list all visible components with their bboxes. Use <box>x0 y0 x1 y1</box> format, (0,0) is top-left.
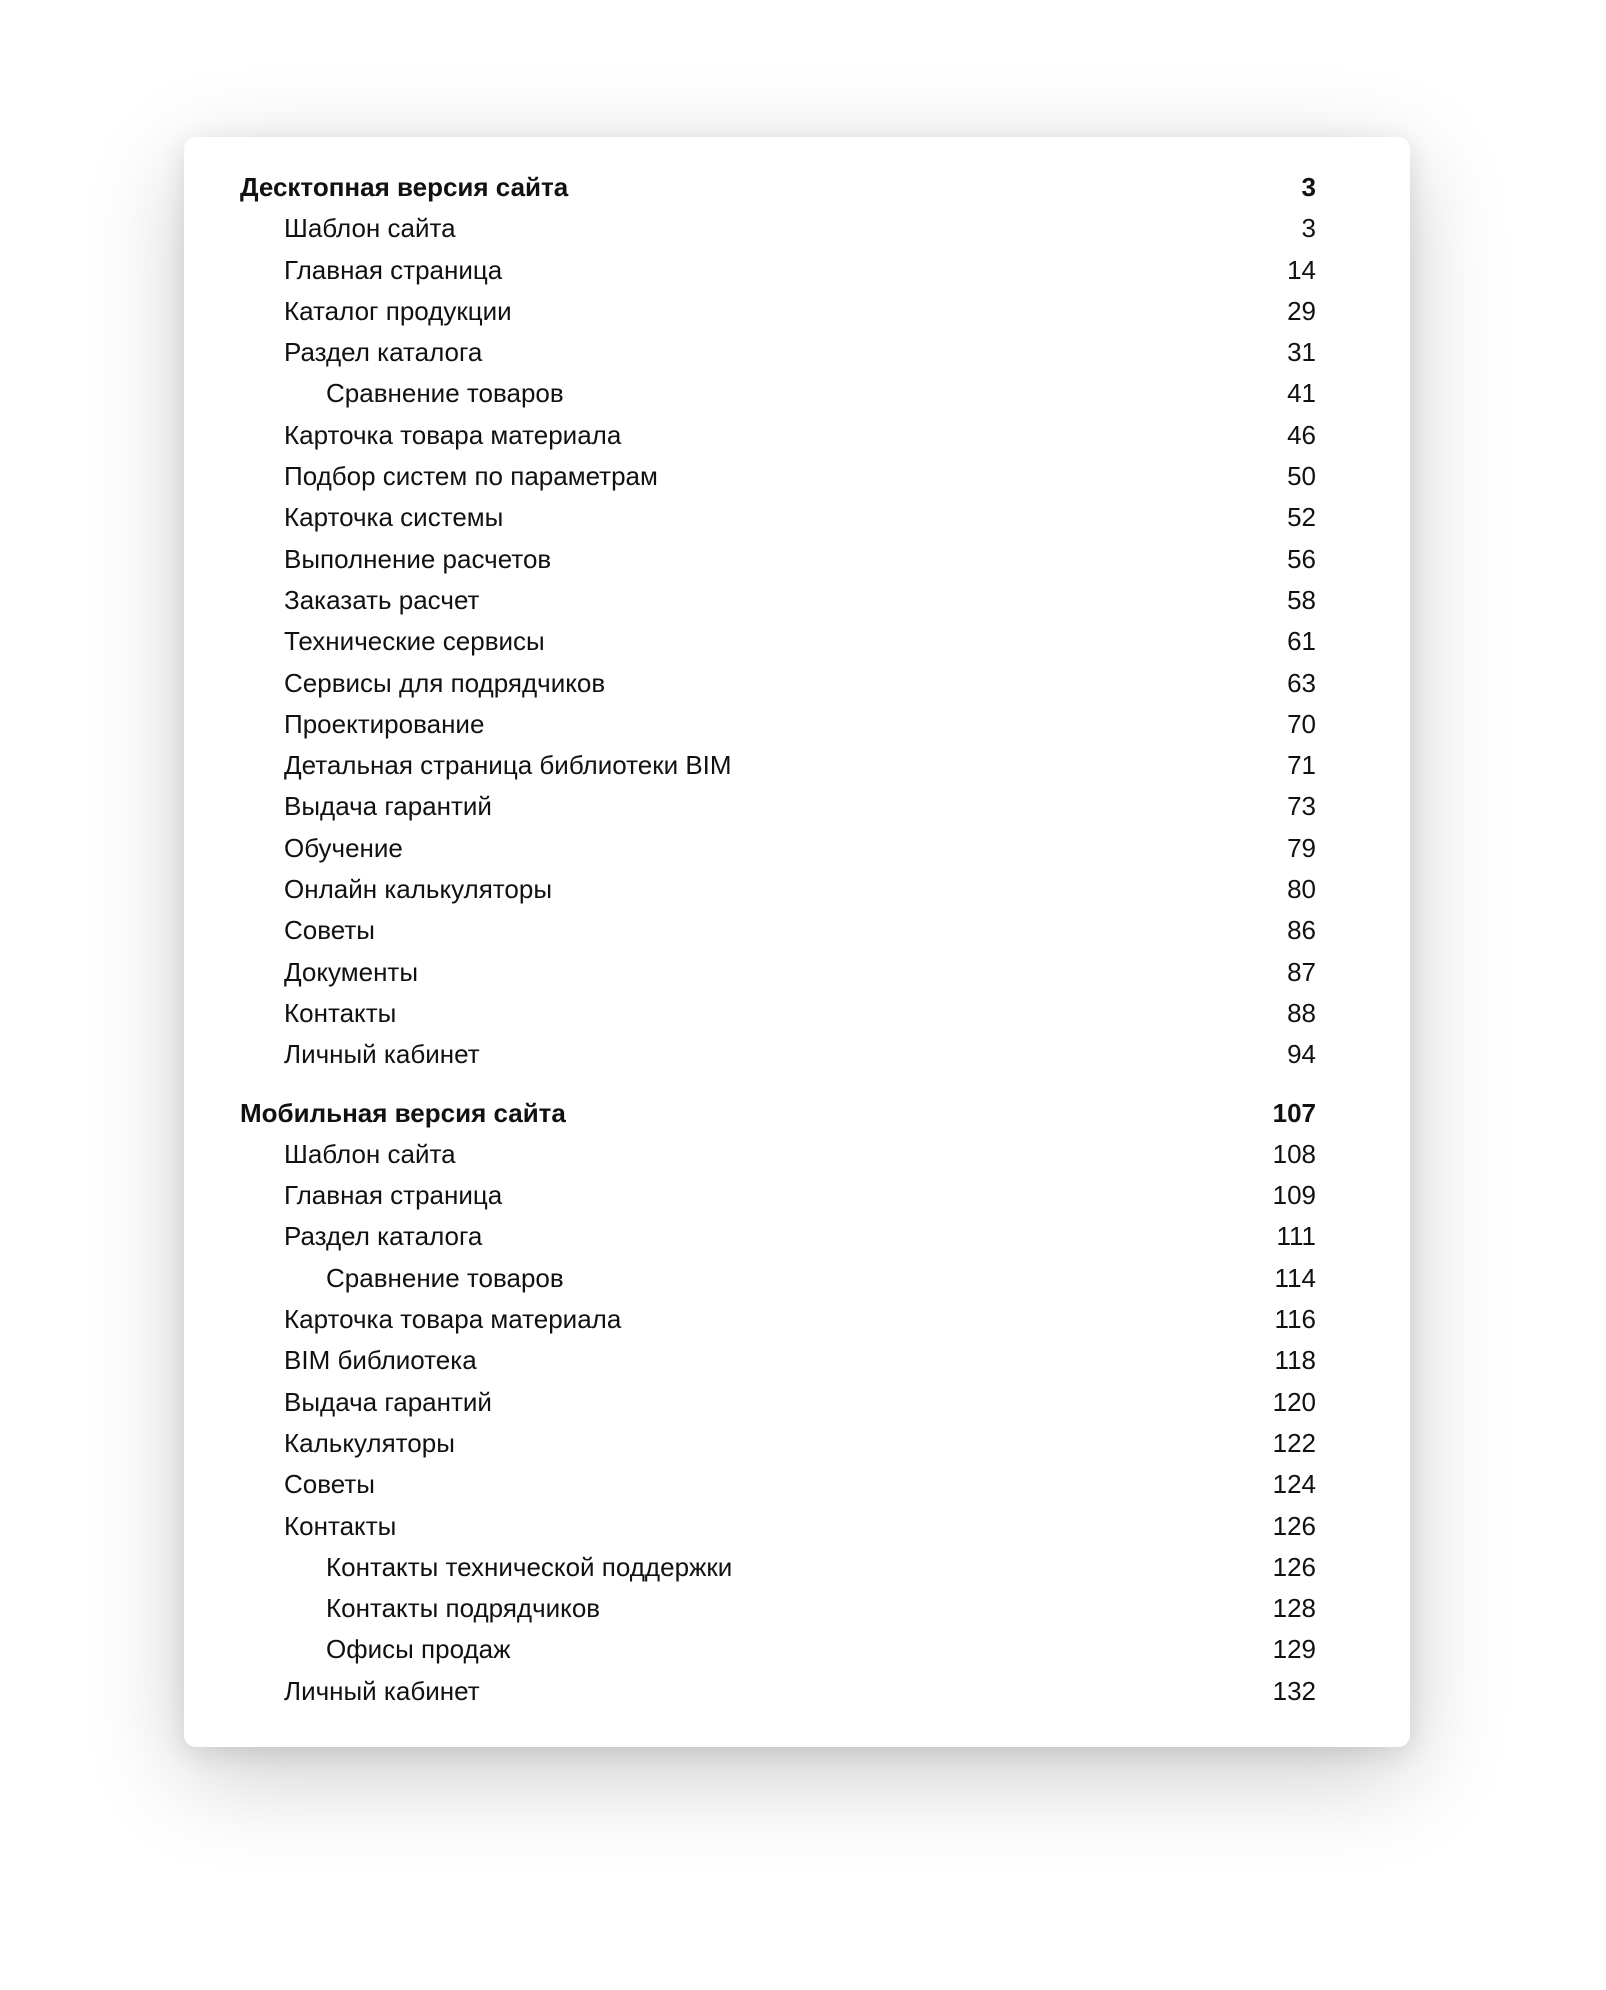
toc-entry[interactable] <box>240 250 1316 291</box>
toc-entry-title: Шаблон сайта <box>284 1138 456 1169</box>
toc-entry[interactable] <box>240 786 1316 827</box>
toc-entry[interactable] <box>240 373 1316 414</box>
toc-entry-title: Проектирование <box>284 708 485 739</box>
toc-page-number: 41 <box>1287 378 1316 409</box>
toc-section-title: Мобильная версия сайта <box>240 1097 566 1128</box>
toc-page-number: 128 <box>1272 1593 1316 1624</box>
toc-entry-title: Выдача гарантий <box>284 791 492 822</box>
toc-entry[interactable] <box>240 910 1316 951</box>
toc-page-number: 3 <box>1301 172 1316 202</box>
toc-entry[interactable] <box>240 869 1316 910</box>
toc-entry[interactable] <box>240 1175 1316 1216</box>
toc-page-number: 73 <box>1287 791 1316 822</box>
toc-page-number: 120 <box>1272 1386 1316 1417</box>
toc-entry[interactable] <box>240 663 1316 704</box>
toc-entry-title: Обучение <box>284 832 403 863</box>
toc-entry[interactable] <box>240 1671 1316 1712</box>
toc-entry[interactable] <box>240 580 1316 621</box>
toc-entry-title: BIM библиотека <box>284 1345 477 1376</box>
toc-entry[interactable] <box>240 208 1316 249</box>
toc-entry-title: Главная страница <box>284 254 503 285</box>
toc-page-number: 111 <box>1276 1221 1316 1252</box>
toc-page-number: 58 <box>1287 584 1316 615</box>
toc-entry-title: Раздел каталога <box>284 337 483 368</box>
toc-entry[interactable] <box>240 828 1316 869</box>
toc-page-number: 118 <box>1274 1345 1316 1376</box>
toc-entry[interactable] <box>240 1423 1316 1464</box>
toc-entry-title: Каталог продукции <box>284 295 512 326</box>
toc-page-number: 79 <box>1287 832 1316 863</box>
toc-page-number: 129 <box>1272 1634 1316 1665</box>
toc-page-number: 70 <box>1287 708 1316 739</box>
toc-page-number: 52 <box>1287 502 1316 533</box>
toc-entry-title: Советы <box>284 915 375 946</box>
toc-page-number: 126 <box>1272 1510 1316 1541</box>
toc-page-number: 88 <box>1287 997 1316 1028</box>
toc-entry-title: Карточка системы <box>284 502 504 533</box>
toc-entry[interactable] <box>240 456 1316 497</box>
toc-page-number: 46 <box>1287 419 1316 450</box>
toc-entry-title: Подбор систем по параметрам <box>284 461 658 492</box>
toc-entry-title: Технические сервисы <box>284 626 545 657</box>
toc-page-number: 3 <box>1301 213 1316 244</box>
toc-page-number: 107 <box>1272 1097 1316 1128</box>
toc-page-number: 71 <box>1287 750 1316 781</box>
toc-page-number: 122 <box>1272 1427 1316 1458</box>
toc-entry-title: Карточка товара материала <box>284 1304 622 1335</box>
toc-page-number: 14 <box>1287 254 1316 285</box>
toc-entry-title: Контакты подрядчиков <box>326 1593 601 1624</box>
toc-entry[interactable] <box>240 993 1316 1034</box>
toc-entry-title: Офисы продаж <box>326 1634 511 1665</box>
toc-entry-title: Онлайн калькуляторы <box>284 874 553 905</box>
toc-page-number: 132 <box>1272 1675 1316 1706</box>
toc-page-number: 61 <box>1287 626 1316 657</box>
toc-page <box>184 137 1410 1747</box>
toc-section-title: Десктопная версия сайта <box>240 172 569 202</box>
toc-entry[interactable] <box>240 291 1316 332</box>
toc-entry[interactable] <box>240 952 1316 993</box>
toc-entry[interactable] <box>240 1340 1316 1381</box>
toc-entry[interactable] <box>240 497 1316 538</box>
toc-entry-title: Личный кабинет <box>284 1039 480 1070</box>
toc-entry-title: Заказать расчет <box>284 584 480 615</box>
toc-entry[interactable] <box>240 1134 1316 1175</box>
toc-entry-title: Личный кабинет <box>284 1675 480 1706</box>
toc-entry[interactable] <box>240 1547 1316 1588</box>
toc-entry[interactable] <box>240 1464 1316 1505</box>
toc-page-number: 63 <box>1287 667 1316 698</box>
toc-entry-title: Сравнение товаров <box>326 378 564 409</box>
toc-entry-title: Контакты <box>284 997 397 1028</box>
toc-entry[interactable] <box>240 704 1316 745</box>
toc-section <box>240 1093 1316 1712</box>
toc-entry-title: Детальная страница библиотеки BIM <box>284 750 732 781</box>
table-of-contents <box>240 167 1316 1712</box>
toc-entry-title: Шаблон сайта <box>284 213 456 244</box>
toc-entry[interactable] <box>240 1299 1316 1340</box>
toc-entry-title: Выполнение расчетов <box>284 543 552 574</box>
toc-entry[interactable] <box>240 1034 1316 1075</box>
toc-entry[interactable] <box>240 1629 1316 1670</box>
toc-entry-title: Карточка товара материала <box>284 419 622 450</box>
toc-entry[interactable] <box>240 1506 1316 1547</box>
toc-page-number: 86 <box>1287 915 1316 946</box>
toc-entry[interactable] <box>240 1588 1316 1629</box>
toc-entry-title: Калькуляторы <box>284 1427 455 1458</box>
toc-page-number: 108 <box>1272 1138 1316 1169</box>
toc-page-number: 126 <box>1272 1551 1316 1582</box>
toc-entry[interactable] <box>240 621 1316 662</box>
toc-entry-title: Советы <box>284 1469 375 1500</box>
toc-entry-title: Документы <box>284 956 419 987</box>
toc-entry-title: Главная страница <box>284 1180 503 1211</box>
toc-page-number: 29 <box>1287 295 1316 326</box>
toc-page-number: 109 <box>1272 1180 1316 1211</box>
toc-page-number: 56 <box>1287 543 1316 574</box>
toc-entry-title: Сервисы для подрядчиков <box>284 667 606 698</box>
toc-page-number: 31 <box>1287 337 1316 368</box>
toc-entry-title: Сравнение товаров <box>326 1262 564 1293</box>
toc-section-heading[interactable] <box>240 167 1316 208</box>
toc-entry-title: Раздел каталога <box>284 1221 483 1252</box>
toc-entry[interactable] <box>240 539 1316 580</box>
toc-entry-title: Выдача гарантий <box>284 1386 492 1417</box>
toc-page-number: 116 <box>1274 1304 1316 1335</box>
toc-entry[interactable] <box>240 415 1316 456</box>
toc-page-number: 50 <box>1287 461 1316 492</box>
toc-entry-title: Контакты <box>284 1510 397 1541</box>
toc-entry[interactable] <box>240 745 1316 786</box>
toc-entry[interactable] <box>240 1382 1316 1423</box>
toc-entry[interactable] <box>240 1216 1316 1257</box>
toc-section-heading[interactable] <box>240 1093 1316 1134</box>
toc-page-number: 87 <box>1287 956 1316 987</box>
toc-page-number: 124 <box>1272 1469 1316 1500</box>
toc-section <box>240 167 1316 1076</box>
toc-page-number: 94 <box>1287 1039 1316 1070</box>
toc-page-number: 114 <box>1274 1262 1316 1293</box>
toc-entry[interactable] <box>240 332 1316 373</box>
toc-page-number: 80 <box>1287 874 1316 905</box>
toc-entry-title: Контакты технической поддержки <box>326 1551 733 1582</box>
toc-entry[interactable] <box>240 1258 1316 1299</box>
